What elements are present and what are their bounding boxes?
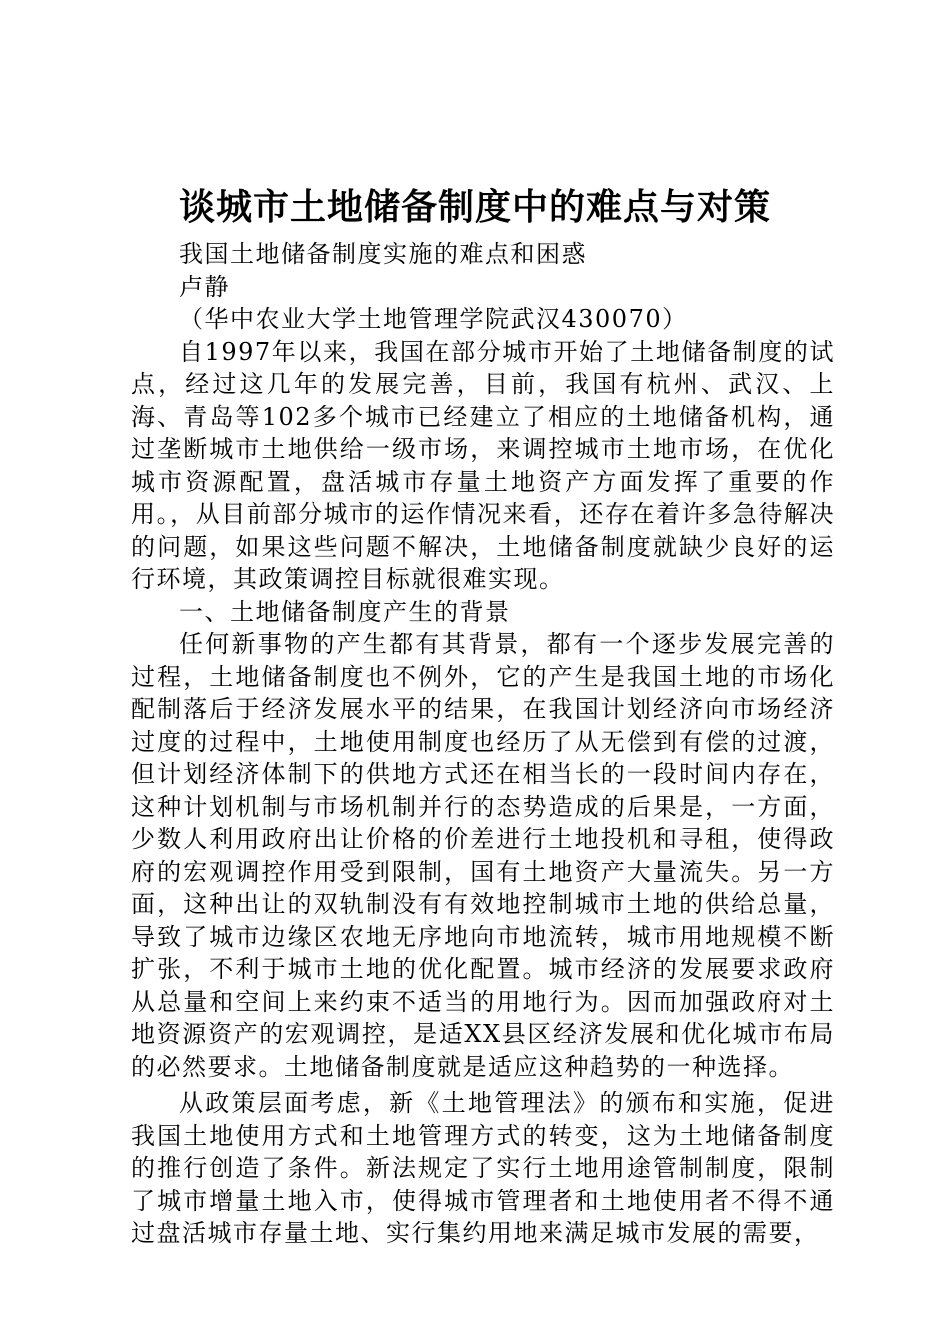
document-title: 谈城市土地储备制度中的难点与对策 xyxy=(178,187,771,228)
document-body xyxy=(131,238,835,1250)
paragraph-background: 任何新事物的产生都有其背景，都有一个逐步发展完善的过程，土地储备制度也不例外，它的产生是我国土地的市场化配制落后于经济发展水平的结果，在我国计划经济向市场经济过度的过程中，土地使用制度也经历了从无偿到有偿的过渡，但计划经济体制下的供地方式还在相当长的一段时间内存在，这种计划机制与市场机制并行的态势造成的后果是，一方面，少数人利用政府出让价格的价差进行土地投机和寻租，使得政府的宏观调控作用受到限制，国有土地资产大量流失。另一方面，这种出让的双轨制没有有效地控制城市土地的供给总量，导致了城市边缘区农地无序地向市地流转，城市用地规模不断扩张，不利于城市土地的优化配置。城市经济的发展要求政府从总量和空间上来约束不适当的用地行为。因而加强政府对土地资源资产的宏观调控，是适XX县区经济发展和优化城市布局的必然要求。土地储备制度就是适应这种趋势的一种选择。 xyxy=(131,630,835,1081)
subtitle: 我国土地储备制度实施的难点和困惑 xyxy=(179,240,587,268)
paragraph-policy: 从政策层面考虑，新《土地管理法》的颁布和实施，促进我国土地使用方式和土地管理方式的转变，这为土地储备制度的推行创造了条件。新法规定了实行土地用途管制制度，限制了城市增量土地入市，使得城市管理者和土地使用者不得不通过盘活城市存量土地、实行集约用地来满足城市发展的需要， xyxy=(131,1089,835,1247)
author-affiliation: （华中农业大学土地管理学院武汉430070） xyxy=(179,305,688,333)
section-heading: 一、土地储备制度产生的背景 xyxy=(179,597,511,626)
paragraph-intro: 自1997年以来，我国在部分城市开始了土地储备制度的试点，经过这几年的发展完善，目前，我国有杭州、武汉、上海、青岛等102多个城市已经建立了相应的土地储备机构，通过垄断城市土地供给一级市场，来调控城市土地市场，在优化城市资源配置，盘活城市存量土地资产方面发挥了重要的作用。，从目前部分城市的运作情况来看，还存在着许多急待解决的问题，如果这些问题不解决，土地储备制度就缺少良好的运行环境，其政策调控目标就很难实现。 xyxy=(131,337,835,593)
author-name: 卢静 xyxy=(179,272,230,301)
